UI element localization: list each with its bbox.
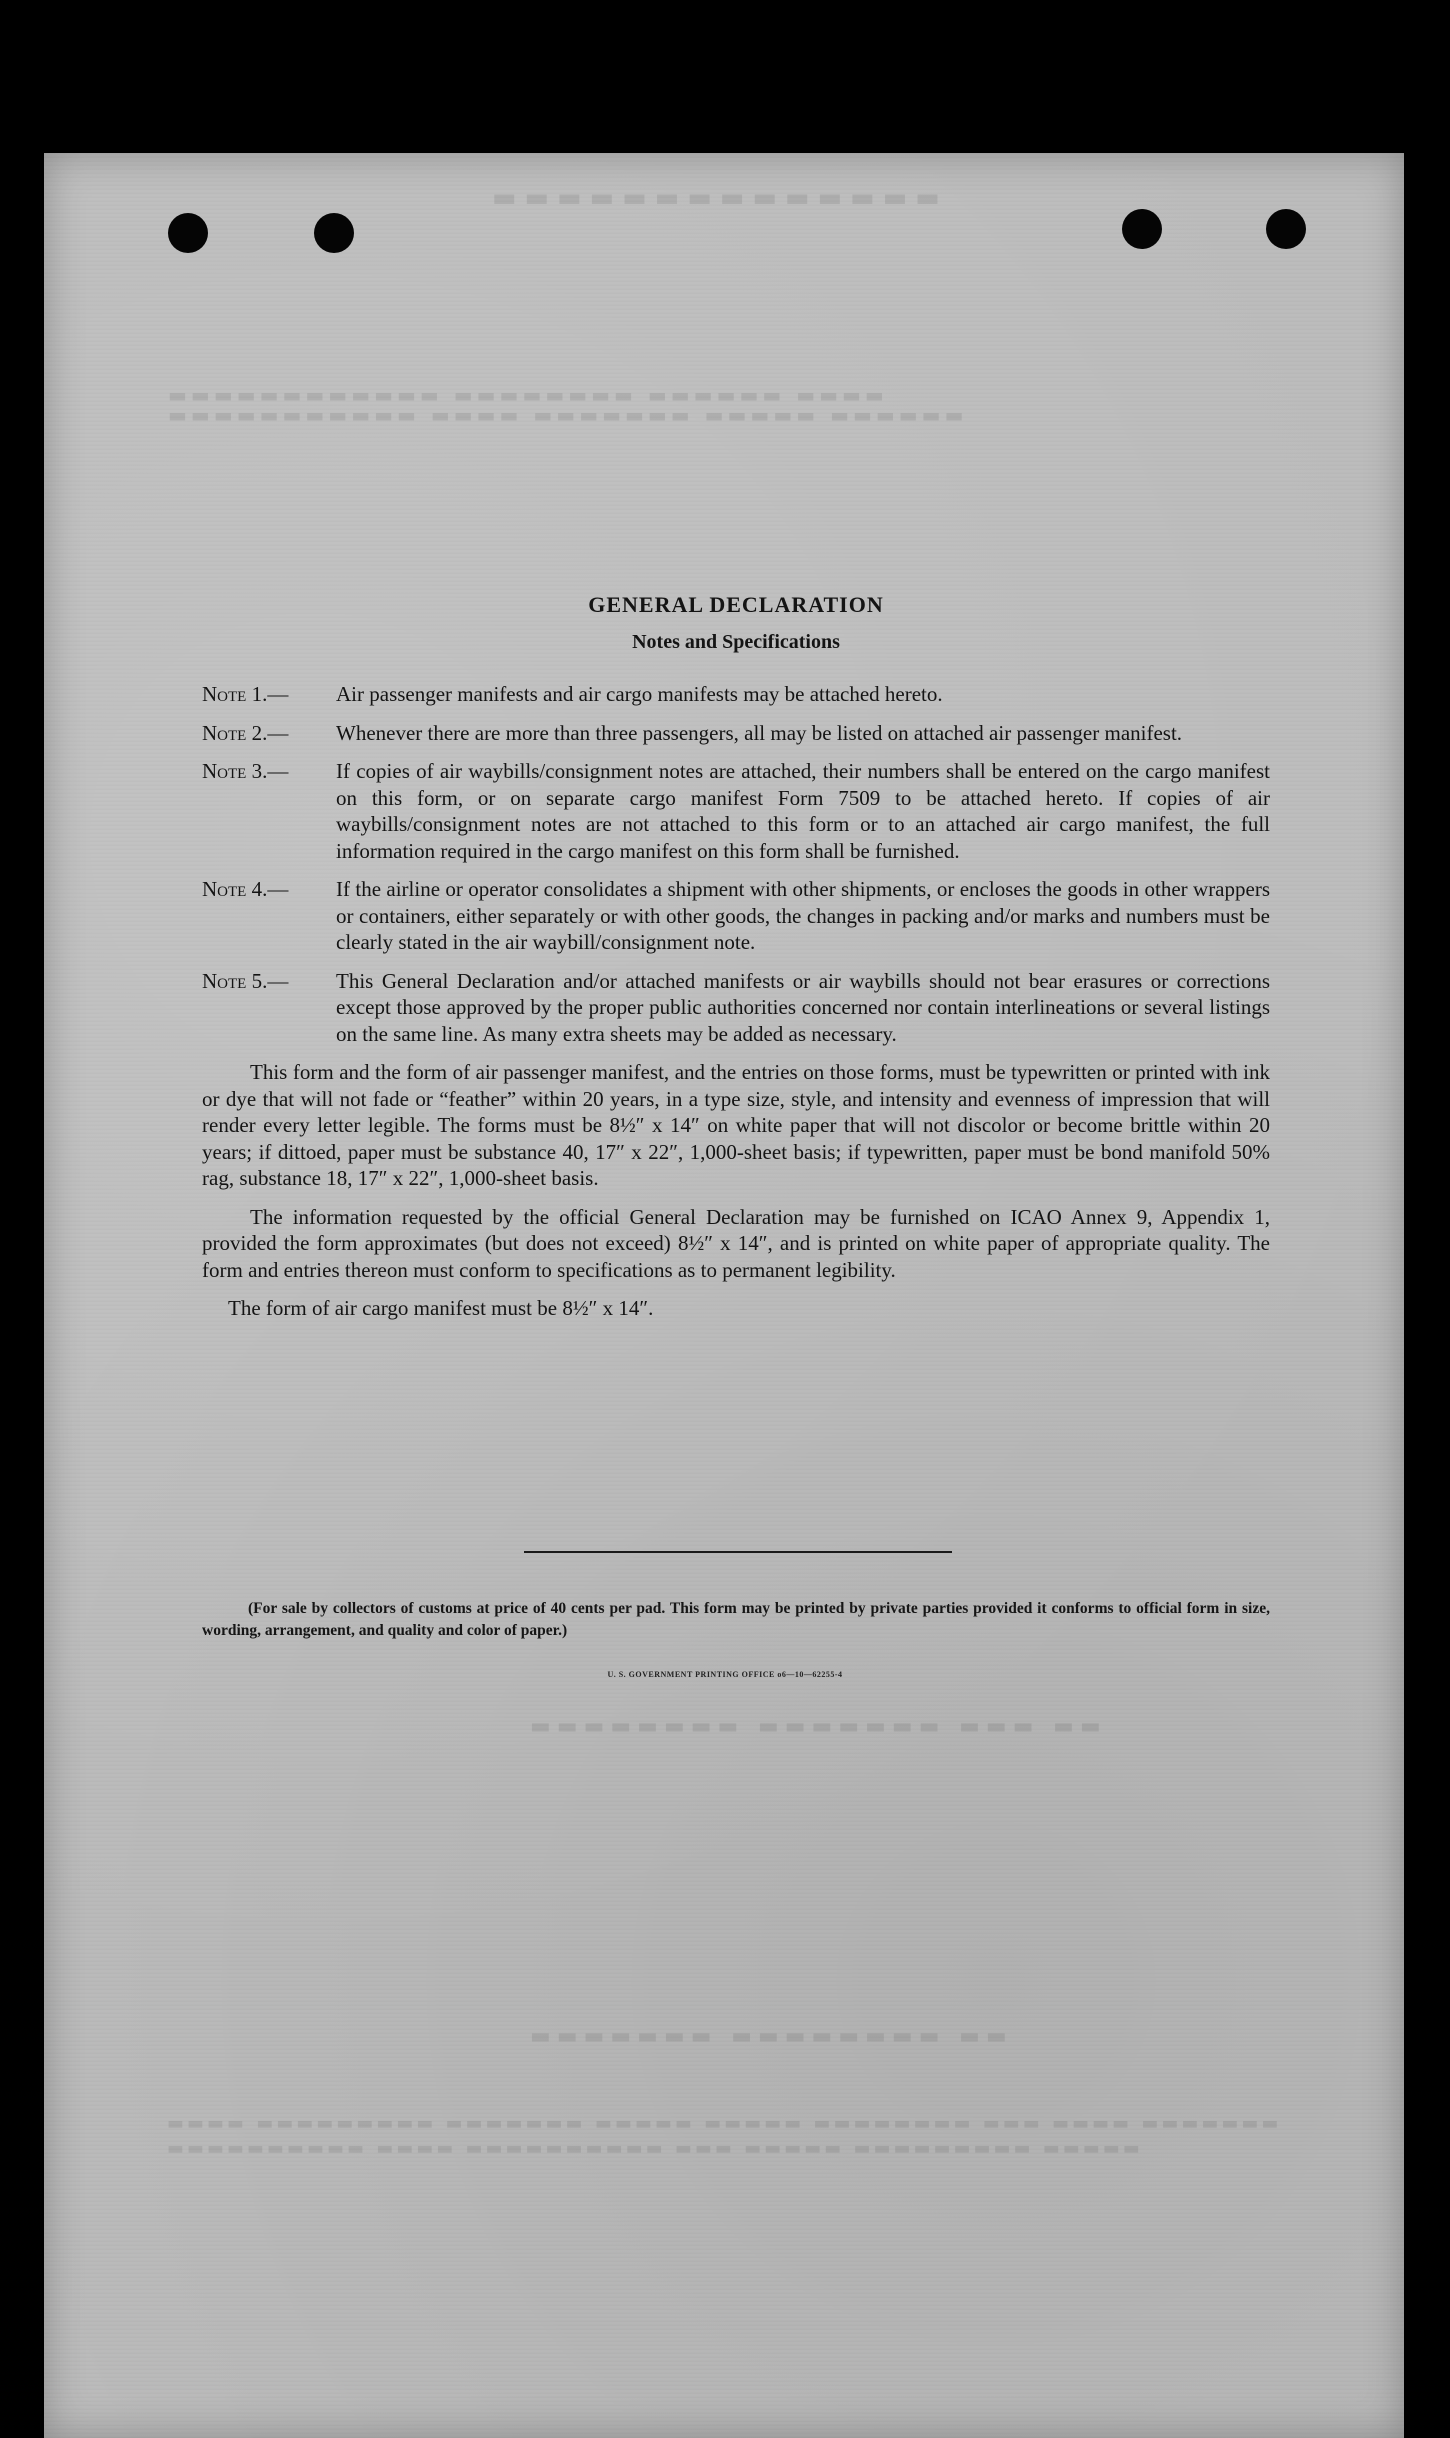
note-label: Note [202, 682, 247, 706]
printer-imprint: U. S. GOVERNMENT PRINTING OFFICE o6—10—62255-4 [607, 1670, 843, 1679]
note-1 [202, 681, 1270, 708]
note-3 [202, 758, 1270, 864]
punch-hole-4 [1266, 209, 1306, 249]
note-4 [202, 876, 1270, 956]
sale-notice: (For sale by collectors of customs at price of 40 cents per pad. This form may be printed by private parties provided it conforms to official form in size, wording, arrangement, and quality and color of paper.) [202, 1600, 1270, 1639]
note-number: 4.— [246, 877, 289, 901]
note-number: 5.— [246, 968, 289, 993]
document-title: GENERAL DECLARATION [588, 592, 884, 617]
divider-rule [524, 1551, 952, 1553]
note-label: Note [202, 759, 247, 783]
note-text: Air passenger manifests and air cargo manifests may be attached hereto. [336, 682, 943, 706]
paragraph-cargo-manifest-size: The form of air cargo manifest must be 8½″ x 14″. [228, 1296, 654, 1320]
note-label: Note [202, 877, 247, 901]
bleed-through-mark: ▬▬▬▬▬ ▬▬▬▬▬▬▬▬▬ ▬▬▬▬▬ ▬▬▬ ▬▬▬▬▬▬▬▬▬▬ ▬▬▬▬ ▬▬▬▬▬▬▬▬▬▬ [164, 2138, 1140, 2159]
paragraph-form-specifications: This form and the form of air passenger manifest, and the entries on those forms, must be typewritten or printed with ink or dye that will not fade or “feather” within 20 years, in a type size, style, and intensity and evenness of impression that will render every letter legible. The forms must be 8½″ x 14″ on white paper that will not discolor or become brittle within 20 years; if dittoed, paper must be substance 40, 17″ x 22″, 1,000-sheet basis; if typewritten, paper must be bond manifold 50% rag, substance 18, 17″ x 22″, 1,000-sheet basis. [202, 1060, 1270, 1190]
bleed-through-mark: ▬▬ ▬▬▬▬▬▬▬▬ ▬▬▬▬▬▬▬ [524, 2023, 1007, 2049]
document-subtitle: Notes and Specifications [632, 630, 840, 653]
note-number: 3.— [246, 759, 289, 783]
note-number: 1.— [246, 682, 289, 706]
note-label: Note [202, 720, 247, 745]
bleed-through-mark: ▬▬▬▬▬▬▬▬▬▬▬▬▬▬ [484, 183, 940, 213]
note-label: Note [202, 968, 247, 993]
bleed-through-mark: ▬▬▬▬▬▬ ▬▬▬▬▬ ▬▬▬▬▬▬▬ ▬▬▬▬ ▬▬▬▬▬▬▬▬▬▬▬ [164, 403, 964, 427]
paragraph-icao-annex: The information requested by the official General Declaration may be furnished on ICAO Annex 9, Appendix 1, provided the form approximates (but does not exceed) 8½″ x 14″, and is printed on white paper of appropriate quality. The form and entries thereon must conform to specifications as to permanent legibility. [202, 1204, 1270, 1282]
bleed-through-mark: ▬▬ ▬▬▬ ▬▬▬▬▬▬▬ ▬▬▬▬▬▬▬▬ [524, 1713, 1101, 1739]
note-2 [202, 720, 1270, 747]
note-text: If the airline or operator consolidates a shipment with other shipments, or encloses the goods in other wrappers or containers, either separately or with other goods, the changes in packing and/or marks and numbers must be clearly stated in the air waybill/consignment note. [336, 877, 1270, 954]
note-number: 2.— [246, 720, 289, 745]
note-text: If copies of air waybills/consignment notes are attached, their numbers shall be entered on the cargo manifest on this form, or on separate cargo manifest Form 7509 to be attached hereto. If copies of air waybills/consignment notes are not attached to this form or to an attached air cargo manifest, the full information required in the cargo manifest on this form shall be furnished. [336, 759, 1270, 863]
punch-hole-1 [168, 213, 208, 253]
bleed-through-mark: ▬▬▬▬▬▬▬ ▬▬▬▬ ▬▬▬ ▬▬▬▬▬▬▬▬ ▬▬▬▬▬ ▬▬▬▬▬ ▬▬▬▬▬▬▬ ▬▬▬▬▬▬▬▬▬ ▬▬▬▬ [164, 2113, 1279, 2134]
punch-hole-2 [314, 213, 354, 253]
declaration-notes [202, 592, 1270, 1322]
punch-hole-3 [1122, 209, 1162, 249]
note-5 [202, 968, 1270, 1048]
note-text: Whenever there are more than three passengers, all may be listed on attached air passenger manifest. [336, 720, 1183, 745]
bleed-through-mark: ▬▬▬▬ ▬▬▬▬▬▬ ▬▬▬▬▬▬▬▬ ▬▬▬▬▬▬▬▬▬▬▬▬ [164, 383, 884, 407]
note-text: This General Declaration and/or attached manifests or air waybills should not bear erasures or corrections except those approved by the proper public authorities concerned nor contain interlineations or several listings on the same line. As many extra sheets may be added as necessary. [336, 968, 1270, 1046]
